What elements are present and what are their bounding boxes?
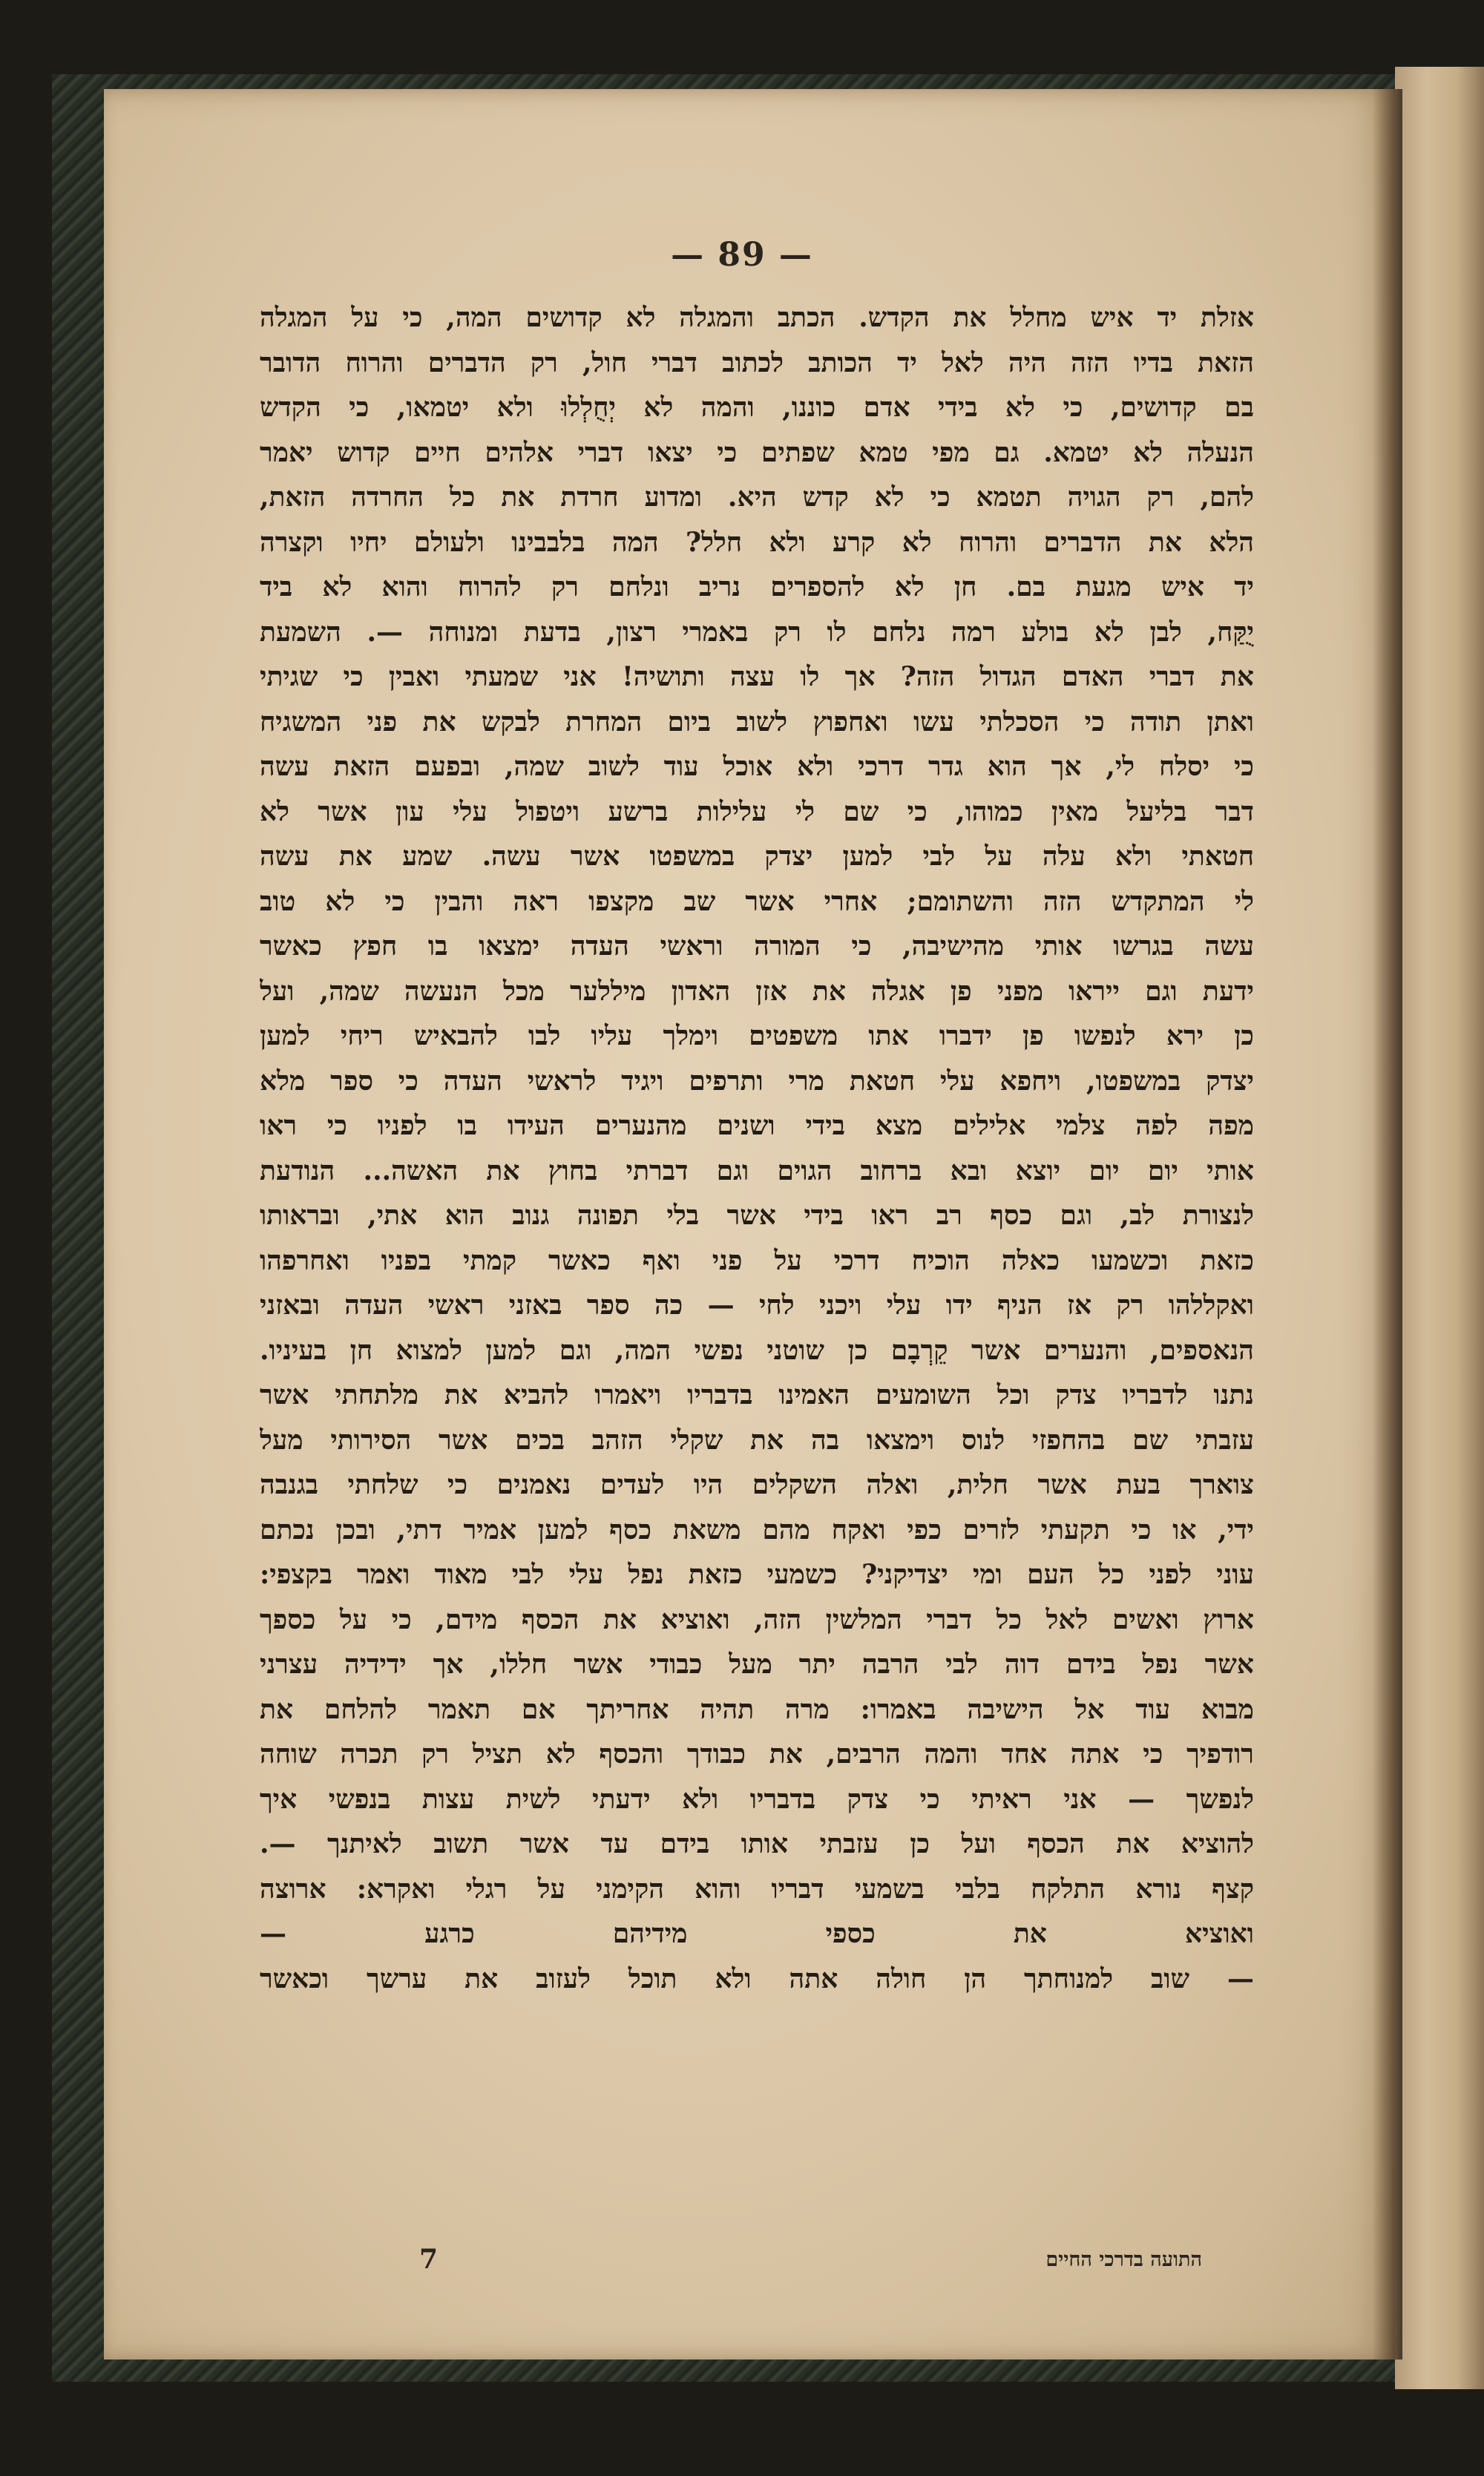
text-line: כזאת וכשמעו כאלה הוכיח דרכי על פני ואף כאשר קמתי בפניו ואחרפהו <box>260 1244 1254 1276</box>
text-line: אשר נפל בידם דוה לבי הרבה יתר מעל כבודי אשר חללו, אך ידידיה עצרני <box>260 1649 1254 1680</box>
text-line: כן ירא לנפשו פן ידברו אתו משפטים וימלך עליו לבו להבאיש ריחי למען <box>260 1020 1254 1051</box>
text-line: ידי, או כי תקעתי לזרים כפי ואקח מהם משאת כסף למען אמיר דתי, ובכן נכתם <box>260 1514 1254 1546</box>
text-line: חטאתי ולא עלה על לבי למען יצדק במשפטו אשר עשה. שמע את עשה <box>260 841 1254 872</box>
text-line: ארוץ ואשים לאל כל דברי המלשין הזה, ואוציא את הכסף מידם, כי על כספך <box>260 1603 1254 1635</box>
text-line: להוציא את הכסף ועל כן עזבתי אותו בידם עד אשר תשוב לאיתנך —. <box>260 1828 1254 1859</box>
text-line: ואתן תודה כי הסכלתי עשו ואחפוץ לשוב ביום המחרת לבקש את פני המשגיח <box>260 706 1254 738</box>
text-line: להם, רק הגויה תטמא כי לא קדש היא. ומדוע חרדת את כל החרדה הזאת, <box>260 482 1254 513</box>
text-line: ואוציא את כספי מידיהם כרגע — <box>260 1918 1254 1949</box>
text-line: צוארך בעת אשר חלית, ואלה השקלים היו לעדים נאמנים כי שלחתי בגנבה <box>260 1469 1254 1500</box>
text-line: הזאת בדיו הזה היה לאל יד הכותב לכתוב דברי חול, רק הדברים והרוח הדובר <box>260 347 1254 378</box>
text-line: אותי יום יום יוצא ובא ברחוב הגוים וגם דברתי בחוץ את האשה... הנודעת <box>260 1155 1254 1186</box>
page-number: — 89 — <box>671 236 813 274</box>
text-line: נתנו לדבריו צדק וכל השומעים האמינו בדבריו ויאמרו להביא את מלתחתי אשר <box>260 1379 1254 1411</box>
text-line: עשה בגרשו אותי מהישיבה, כי המורה וראשי העדה ימצאו בו חפץ כאשר <box>260 930 1254 962</box>
text-line: לנצורת לב, וגם כסף רב ראו בידי אשר בלי תפונה גנוב הוא אתי, ובראותו <box>260 1200 1254 1231</box>
text-line: בם קדושים, כי לא בידי אדם כוננו, והמה לא יְחֻלְלוּ ולא יטמאו, כי הקדש <box>260 392 1254 423</box>
text-line: לי המתקדש הזה והשתומם; אחרי אשר שב מקצפו ראה והבין כי לא טוב <box>260 885 1254 917</box>
text-line: ידעת וגם ייראו מפני פן אגלה את אזן האדון מיללער מכל הנעשה שמה, ועל <box>260 975 1254 1007</box>
page-gutter-shadow <box>1373 89 1402 2360</box>
running-footer: התועה בדרכי החיים <box>1045 2248 1202 2271</box>
text-line: הלא את הדברים והרוח לא קרע ולא חלל? המה בלבבינו ולעולם יחיו וקצרה <box>260 526 1254 558</box>
text-line: הנעלה לא יטמא. גם מפי טמא שפתים כי יצאו דברי אלהים חיים קדוש יאמר <box>260 436 1254 468</box>
next-page-edge <box>1395 67 1484 2389</box>
text-line: קצף נורא התלקח בלבי בשמעי דבריו והוא הקימני על רגלי ואקרא: ארוצה <box>260 1873 1254 1905</box>
text-line: יֻקַּח, לבן לא בולע רמה נלחם לו רק באמרי רצון, בדעת ומנוחה —. השמעת <box>260 616 1254 648</box>
signature-mark: 7 <box>419 2244 439 2275</box>
text-line: יצדק במשפטו, ויחפא עלי חטאת מרי ותרפים ויגיד לראשי העדה כי ספר מלא <box>260 1065 1254 1097</box>
text-line: דבר בליעל מאין כמוהו, כי שם לי עלילות ברשע ויטפול עלי עון אשר לא <box>260 795 1254 827</box>
text-line: עוני לפני כל העם ומי יצדיקני? כשמעי כזאת נפל עלי לבי מאוד ואמר בקצפי: <box>260 1559 1254 1590</box>
text-line: כי יסלח לי, אך הוא גדר דרכי ולא אוכל עוד לשוב שמה, ובפעם הזאת עשה <box>260 751 1254 782</box>
text-line: רודפיך כי אתה אחד והמה הרבים, את כבודך והכסף לא תציל רק תכרה שוחה <box>260 1738 1254 1770</box>
body-text <box>260 295 1254 2001</box>
text-line: יד איש מגעת בם. חן לא להספרים נריב ונלחם רק להרוח והוא לא ביד <box>260 571 1254 602</box>
text-line: הנאספים, והנערים אשר קֵרְבָם כן שוטני נפשי המה, וגם למען למצוא חן בעיניו. <box>260 1334 1254 1366</box>
text-line: לנפשך — אני ראיתי כי צדק בדבריו ולא ידעתי לשית עצות בנפשי איך <box>260 1783 1254 1815</box>
text-line: מבוא עוד אל הישיבה באמרו: מרה תהיה אחריתך אם תאמר להלחם את <box>260 1693 1254 1725</box>
text-line: אזלת יד איש מחלל את הקדש. הכתב והמגלה לא קדושים המה, כי על המגלה <box>260 302 1254 333</box>
text-line: את דברי האדם הגדול הזה? אך לו עצה ותושיה! אני שמעתי ואבין כי שגיתי <box>260 661 1254 692</box>
text-line: עזבתי שם בהחפזי לנוס וימצאו בה את שקלי הזהב בכים אשר הסירותי מעל <box>260 1424 1254 1456</box>
text-line: ואקללהו רק אז הניף ידו עלי ויכני לחי — כה ספר באזני ראשי העדה ובאזני <box>260 1290 1254 1321</box>
text-line: — שוב למנוחתך הן חולה אתה ולא תוכל לעזוב את ערשך וכאשר <box>260 1963 1254 1994</box>
text-line: מפה לפה צלמי אלילים מצא בידי ושנים מהנערים העידו בו לפניו כי ראו <box>260 1110 1254 1141</box>
